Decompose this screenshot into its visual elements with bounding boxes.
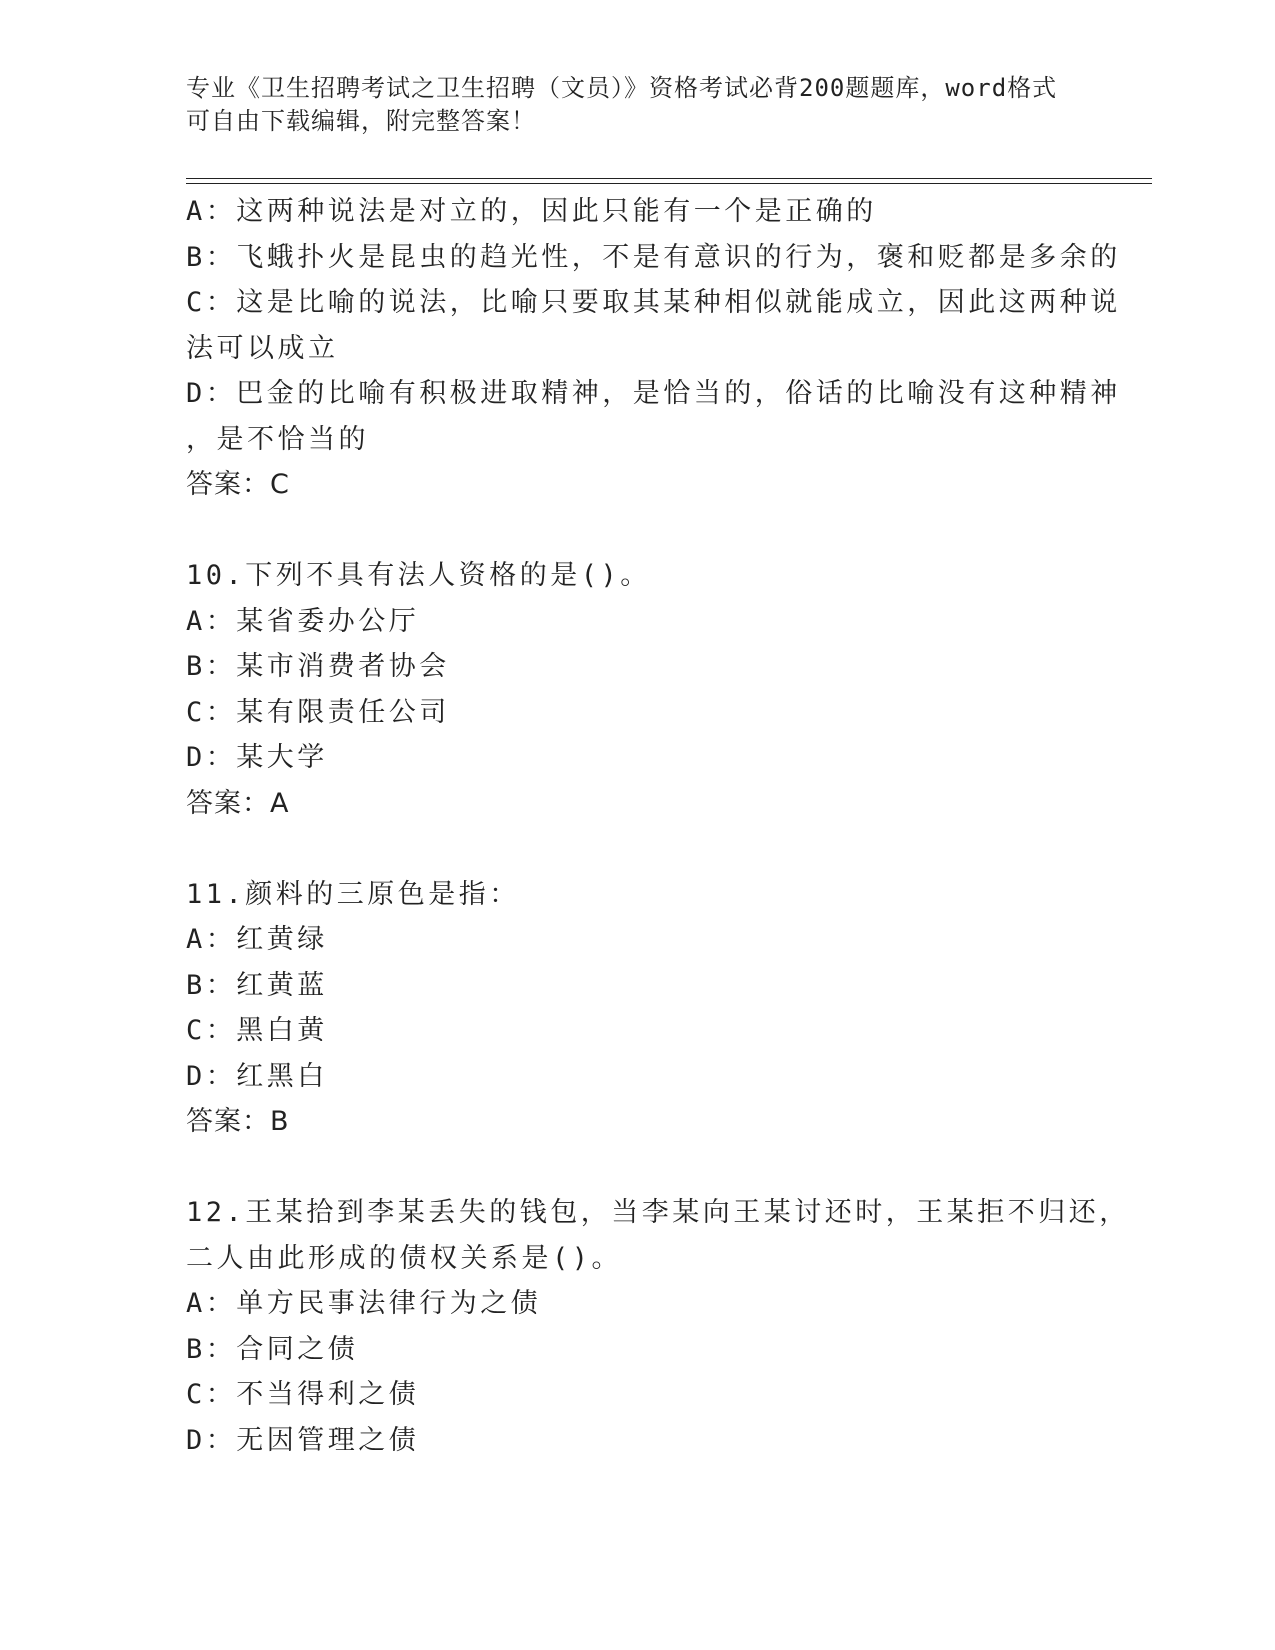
q9-answer: 答案：C xyxy=(186,469,290,500)
q12-question-line-1: 12.王某拾到李某丢失的钱包，当李某向王某讨还时，王某拒不归还， xyxy=(186,1197,1130,1228)
spacer xyxy=(186,508,1086,554)
q10-option-b: B：某市消费者协会 xyxy=(186,651,450,682)
q9-option-a: A：这两种说法是对立的，因此只能有一个是正确的 xyxy=(186,196,877,227)
q10-option-a: A：某省委办公厅 xyxy=(186,605,420,637)
q12-question-line-2: 二人由此形成的债权关系是()。 xyxy=(186,1242,623,1274)
question-12-block xyxy=(186,1190,1130,1463)
header-divider-bottom xyxy=(186,183,1152,184)
question-9-block xyxy=(186,189,1121,508)
spacer xyxy=(186,1145,1086,1191)
q11-question: 11.颜料的三原色是指： xyxy=(186,878,520,910)
question-list xyxy=(186,189,1130,1463)
q11-option-a: A：红黄绿 xyxy=(186,924,328,955)
q9-option-b: B：飞蛾扑火是昆虫的趋光性，不是有意识的行为，褒和贬都是多余的 xyxy=(186,241,1121,273)
q10-option-c: C：某有限责任公司 xyxy=(186,696,450,728)
q9-option-d-line-1: D：巴金的比喻有积极进取精神，是恰当的，俗话的比喻没有这种精神 xyxy=(186,378,1121,409)
q9-option-c-line-1: C：这是比喻的说法，比喻只要取其某种相似就能成立，因此这两种说 xyxy=(186,287,1121,318)
header-divider-top xyxy=(186,178,1152,179)
header-title-line-2: 可自由下载编辑，附完整答案！ xyxy=(186,107,536,135)
q10-question: 10.下列不具有法人资格的是()。 xyxy=(186,560,651,591)
q11-option-d: D：红黑白 xyxy=(186,1060,328,1092)
document-header xyxy=(186,72,1086,138)
q12-option-d: D：无因管理之债 xyxy=(186,1424,420,1456)
q12-option-c: C：不当得利之债 xyxy=(186,1379,420,1410)
q11-option-b: B：红黄蓝 xyxy=(186,969,328,1001)
question-11-block xyxy=(186,872,1086,1145)
q11-answer: 答案：B xyxy=(186,1106,290,1137)
q9-option-c-line-2: 法可以成立 xyxy=(186,332,339,364)
spacer xyxy=(186,826,1086,872)
q12-option-b: B：合同之债 xyxy=(186,1333,359,1365)
q11-option-c: C：黑白黄 xyxy=(186,1015,328,1046)
q12-option-a: A：单方民事法律行为之债 xyxy=(186,1288,542,1319)
q10-answer: 答案：A xyxy=(186,787,290,819)
q10-option-d: D：某大学 xyxy=(186,742,328,773)
question-10-block xyxy=(186,553,1086,826)
q9-option-d-line-2: ，是不恰当的 xyxy=(186,423,369,455)
header-title-line-1: 专业《卫生招聘考试之卫生招聘（文员）》资格考试必背200题题库，word格式 xyxy=(186,74,1058,102)
